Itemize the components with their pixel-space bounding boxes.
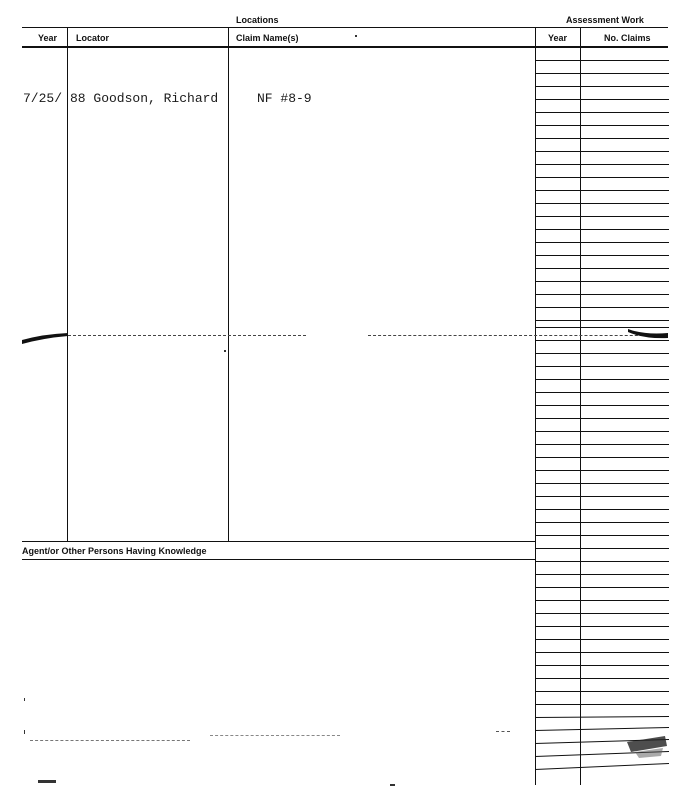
no-claims-column-header: No. Claims [604, 33, 651, 43]
year-column-header: Year [38, 33, 58, 43]
entry-year: 7/25/ [23, 91, 63, 106]
entry-locator: 88 Goodson, Richard [70, 91, 219, 106]
scan-mark-bottom-left [38, 780, 56, 783]
locator-column-header: Locator [76, 33, 110, 43]
fold-line-left [68, 335, 306, 336]
locations-header: Locations [236, 15, 279, 25]
scan-dot-top [355, 35, 357, 37]
assessment-work-ruled-rows [535, 0, 669, 790]
entry-claim-names: NF #8-9 [257, 91, 312, 106]
residue-line-3 [496, 731, 510, 732]
scan-dot-left-1 [24, 698, 25, 701]
claim-names-column-header: Claim Name(s) [236, 33, 299, 43]
scan-mark-bottom-center [390, 784, 395, 786]
residue-line-2 [210, 735, 340, 736]
year-locator-divider [67, 27, 68, 541]
agent-section-top-rule [22, 541, 535, 542]
residue-line-1 [30, 740, 190, 741]
locator-claim-divider [228, 27, 229, 541]
binding-mark-left [22, 330, 72, 346]
agent-section-bottom-rule [22, 559, 535, 560]
scan-dot-left-2 [24, 730, 25, 734]
scan-dot-center [224, 350, 226, 352]
assessment-work-header: Assessment Work [566, 15, 644, 25]
agent-section-label: Agent/or Other Persons Having Knowledge [22, 546, 207, 556]
assessment-year-column-header: Year [548, 33, 568, 43]
